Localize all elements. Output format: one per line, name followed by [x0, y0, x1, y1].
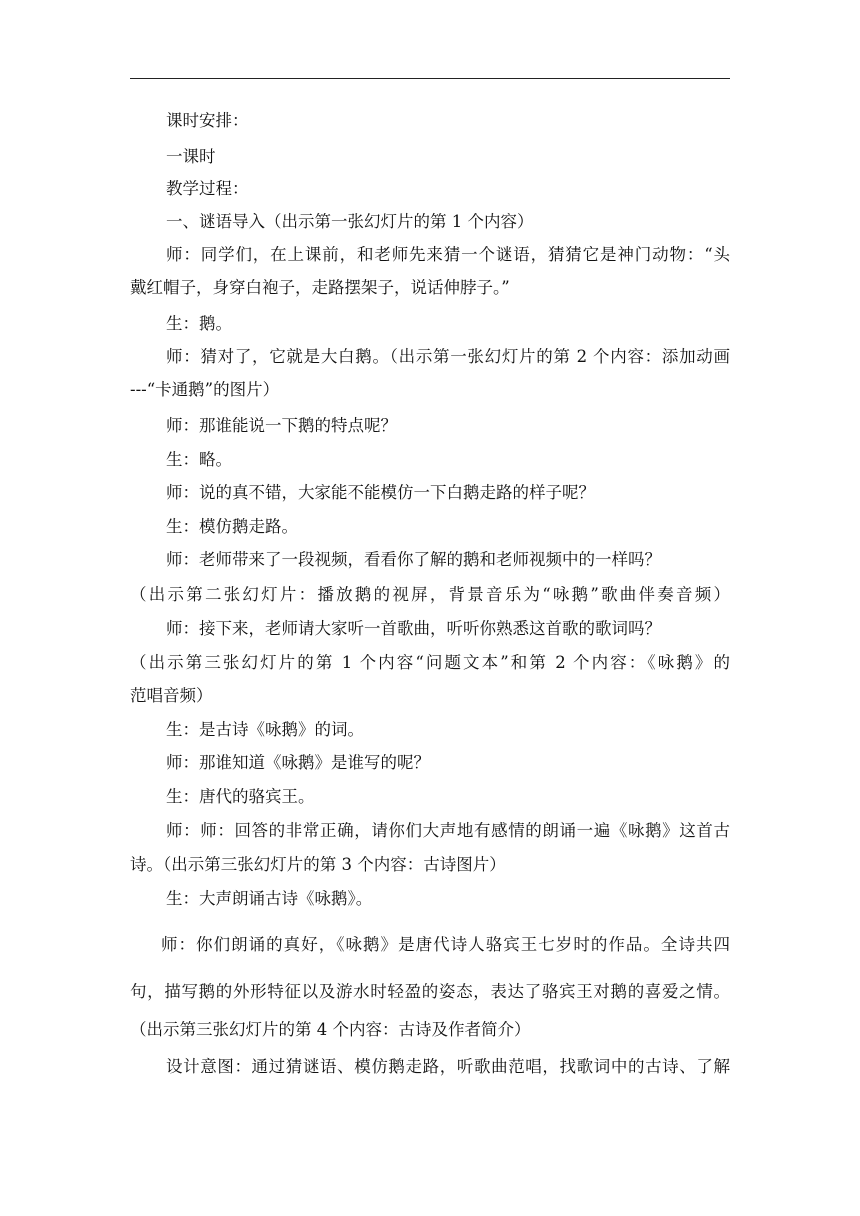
text-line: 诗。（出示第三张幻灯片的第 3 个内容：古诗图片） — [130, 855, 506, 874]
text-line: 师：老师带来了一段视频，看看你了解的鹅和老师视频中的一样吗？ — [166, 550, 661, 569]
text-line: ---“卡通鹅”的图片） — [130, 380, 280, 399]
text-line: 戴红帽子，身穿白袍子，走路摆架子，说话伸脖子。” — [130, 278, 510, 297]
text-line: 生：是古诗《咏鹅》的词。 — [166, 720, 364, 739]
text-line: （出示第二张幻灯片：播放鹅的视屏，背景音乐为“咏鹅”歌曲伴奏音频） — [130, 585, 730, 604]
text-line: 生：模仿鹅走路。 — [166, 517, 298, 536]
text-line: 设计意图：通过猜谜语、模仿鹅走路，听歌曲范唱，找歌词中的古诗、了解 — [166, 1057, 730, 1076]
text-line: 生：鹅。 — [166, 314, 232, 333]
text-line: 师：同学们，在上课前，和老师先来猜一个谜语，猜猜它是神门动物：“头 — [166, 245, 730, 264]
text-line: 师：接下来，老师请大家听一首歌曲，听听你熟悉这首歌的歌词吗？ — [166, 619, 661, 638]
text-line: 师：猜对了，它就是大白鹅。（出示第一张幻灯片的第 2 个内容：添加动画 — [166, 347, 730, 366]
text-line: 句，描写鹅的外形特征以及游水时轻盈的姿态，表达了骆宾王对鹅的喜爱之情。 — [130, 982, 730, 1001]
text-line: 师：那谁能说一下鹅的特点呢？ — [166, 416, 397, 435]
text-line: 师：师：回答的非常正确，请你们大声地有感情的朗诵一遍《咏鹅》这首古 — [166, 821, 730, 840]
text-line: 一课时 — [166, 147, 216, 166]
text-line: 生：大声朗诵古诗《咏鹅》。 — [166, 889, 373, 908]
text-line: 生：唐代的骆宾王。 — [166, 787, 315, 806]
header-rule — [130, 78, 730, 79]
text-line: （出示第三张幻灯片的第 4 个内容：古诗及作者简介） — [130, 1020, 531, 1039]
text-line: 师：说的真不错，大家能不能模仿一下白鹅走路的样子呢？ — [166, 483, 595, 502]
text-line: 师：你们朗诵的真好，《咏鹅》是唐代诗人骆宾王七岁时的作品。全诗共四 — [161, 935, 730, 954]
text-line: 教学过程： — [166, 179, 249, 198]
text-line: 课时安排： — [166, 111, 249, 130]
text-line: （出示第三张幻灯片的第 1 个内容“问题文本”和第 2 个内容：《咏鹅》的 — [130, 653, 730, 672]
text-line: 师：那谁知道《咏鹅》是谁写的呢？ — [166, 753, 430, 772]
text-line: 范唱音频） — [130, 686, 213, 705]
text-line: 生：略。 — [166, 450, 232, 469]
text-line: 一、谜语导入（出示第一张幻灯片的第 1 个内容） — [166, 212, 534, 231]
